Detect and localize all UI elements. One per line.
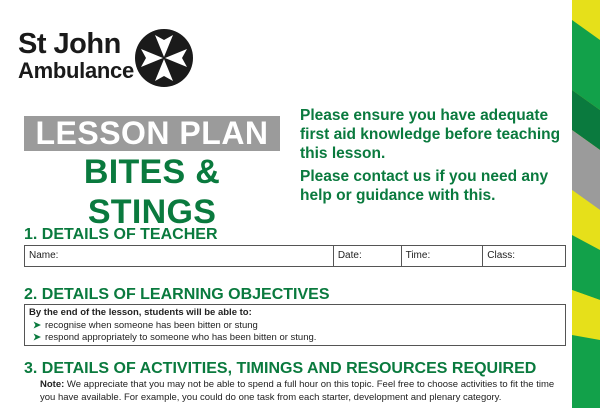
arrow-bullet-icon: ➤ <box>33 332 41 343</box>
lesson-plan-title: LESSON PLAN <box>35 115 269 151</box>
st-john-ambulance-logo <box>14 28 204 90</box>
date-field[interactable]: Date: <box>334 246 402 266</box>
objectives-intro: By the end of the lesson, students will be able to: <box>29 307 252 318</box>
objective-text: respond appropriately to someone who has been bitten or stung. <box>44 332 317 343</box>
note-text: We appreciate that you may not be able to spend a full hour on this topic. Feel free to choose activities to fit the time you have available. For example, you could do one task from each starter, development and plenary category. <box>40 379 555 403</box>
name-field[interactable]: Name: <box>25 246 334 266</box>
section-heading-objectives: 2. DETAILS OF LEARNING OBJECTIVES <box>24 286 330 303</box>
notice-paragraph-1: Please ensure you have adequate first aid knowledge before teaching this lesson. <box>300 107 561 162</box>
section-heading-activities: 3. DETAILS OF ACTIVITIES, TIMINGS AND RESOURCES REQUIRED <box>24 360 537 377</box>
note-label: Note: <box>40 379 65 390</box>
decorative-stripe <box>572 0 600 408</box>
logo-line1: St John <box>18 28 121 60</box>
objectives-box <box>24 304 566 346</box>
list-item <box>29 320 561 333</box>
objective-text: recognise when someone has been bitten or stung <box>44 319 258 331</box>
notice-paragraph-2: Please contact us if you need any help or guidance with this. <box>300 168 549 204</box>
teacher-details-table <box>24 245 566 267</box>
logo-wordmark <box>18 30 134 83</box>
time-field[interactable]: Time: <box>402 246 484 266</box>
arrow-bullet-icon: ➤ <box>33 319 41 331</box>
logo-line2: Ambulance <box>18 58 134 83</box>
class-field[interactable]: Class: <box>487 250 516 261</box>
subject-title: BITES & STINGS <box>83 153 221 231</box>
activities-note <box>40 378 565 404</box>
maltese-cross-icon <box>134 28 194 88</box>
notice-box <box>300 106 568 209</box>
list-item <box>29 332 561 345</box>
section-heading-teacher: 1. DETAILS OF TEACHER <box>24 226 218 243</box>
